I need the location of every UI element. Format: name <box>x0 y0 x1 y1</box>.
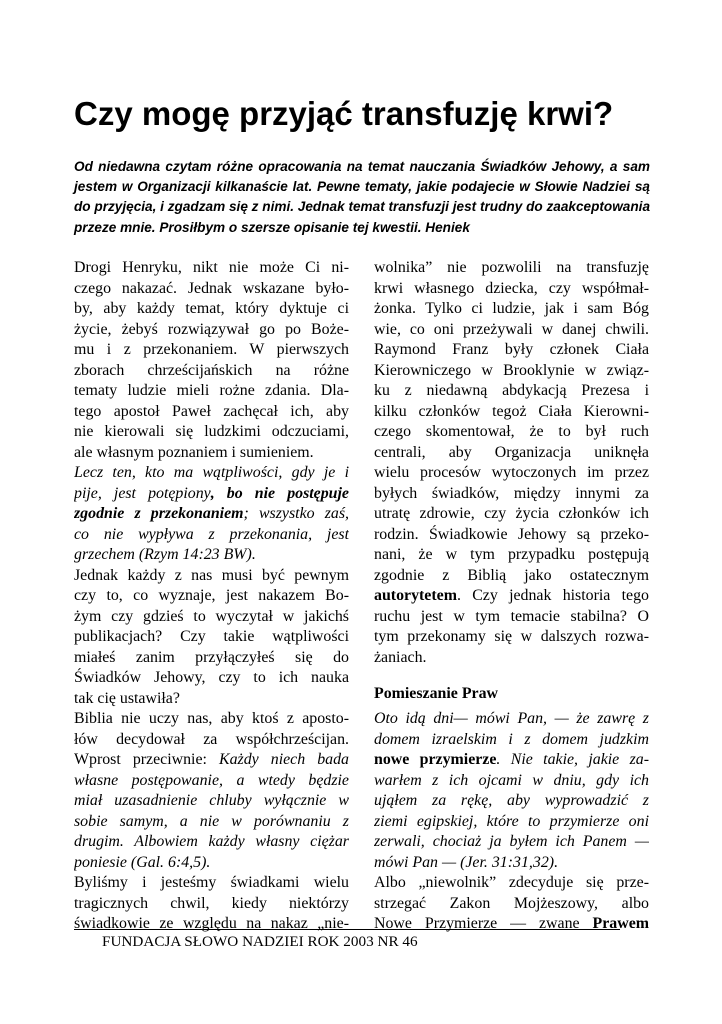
body-line: Albo „niewolnik” zdecyduje się prze- <box>374 874 649 891</box>
body-line: krwi własnego dziecka, czy współmał- <box>374 279 649 297</box>
body-line: tak cię ustawiła? <box>74 689 180 707</box>
page-footer: FUNDACJA SŁOWO NADZIEI ROK 2003 NR 46 <box>102 933 418 950</box>
body-line: zgodnie z Biblią jako ostatecznym <box>374 566 649 584</box>
body-line: ale własnym poznaniem i sumieniem. <box>74 443 314 461</box>
body-line: łów decydował za współchrześcijan. <box>74 730 349 748</box>
body-line: żonka. Tylko ci ludzie, jak i sam Bóg <box>374 300 649 317</box>
body-line: miałeś zanim przyłączyłeś się do <box>74 648 349 666</box>
body-line: żaniach. <box>374 648 427 666</box>
quote-line: miał uzasadnienie chluby wyłącznie w <box>74 792 349 809</box>
body-line <box>374 586 649 607</box>
body-line: tragicznych chwil, kiedy niektórzy <box>74 894 349 912</box>
body-line: wolnika” nie pozwolili na transfuzję <box>374 259 649 276</box>
body-fragment: . Czy jednak historia tego <box>456 587 649 604</box>
body-line: byłych świadków, między innymi za <box>374 484 649 502</box>
quote-line: mówi Pan — (Jer. 31:31,32). <box>374 853 559 871</box>
body-line: wielu procesów wytoczonych im przez <box>374 464 649 481</box>
quote-emphasis: zgodnie z przekonaniem <box>74 505 244 522</box>
body-fragment: Wprost przeciwnie: <box>74 751 219 768</box>
quote-line: poniesie (Gal. 6:4,5). <box>74 853 211 871</box>
body-fragment: Nowe Przymierze — zwane <box>374 915 593 932</box>
body-line: mu i z przekonaniem. W pierwszych <box>74 341 349 358</box>
quote-line: domem izraelskim i z domem judzkim <box>374 730 649 748</box>
reader-letter: Od niedawna czytam różne opracowania na temat nauczania Świadków Jehowy, a sam jestem w Organizacji kilkanaście lat. Pewne tematy, jakie podajecie w Słowie Nadziei są do przyjęcia, i zgadzam się z nimi. Jednak temat transfuzji jest trudny do zaakceptowania przeze mnie. Prosiłbym o szersze opisanie tej kwestii. Heniek <box>74 159 650 235</box>
body-line: ruchu jest w tym temacie stabilna? O <box>374 607 649 625</box>
body-line: Kierowniczego w Brooklynie w związ- <box>374 361 649 379</box>
quote-line <box>74 484 349 505</box>
quote-fragment: Każdy niech bada <box>218 751 349 768</box>
body-line: nani, że w tym przypadku postępują <box>374 546 649 563</box>
quote-line: grzechem (Rzym 14:23 BW). <box>74 546 256 563</box>
quote-line: ziemi egipskiej, które to przymierze oni <box>374 812 649 830</box>
body-line: utratę zdrowie, czy życia członków ich <box>374 505 649 522</box>
article-title: Czy mogę przyjąć transfuzję krwi? <box>74 95 614 132</box>
body-line: Byliśmy i jesteśmy świadkami wielu <box>74 874 349 891</box>
body-line: Raymond Franz były członek Ciała <box>374 341 649 358</box>
body-line: świadkowie ze względu na nakaz „nie- <box>74 915 349 932</box>
body-line: centrali, aby Organizacja uniknęła <box>374 443 649 461</box>
body-line: Świadków Jehowy, czy to ich nauka <box>74 669 349 686</box>
body-line: tym przekonamy się w dalszych rozwa- <box>374 628 649 645</box>
body-line: Drogi Henryku, nikt nie może Ci ni- <box>74 259 349 276</box>
footer-rule <box>74 929 620 930</box>
quote-line: ująłem za rękę, aby wyprowadzić z <box>374 792 649 809</box>
body-line: czy to, co wyznaje, jest nakazem Bo- <box>74 587 349 604</box>
quote-line: własne postępowanie, a wtedy będzie <box>74 771 349 789</box>
quote-line: Lecz ten, kto ma wątpliwości, gdy je i <box>74 464 349 481</box>
body-line: kilku członków tegoż Ciała Kierowni- <box>374 402 649 420</box>
bold-fragment: nowe przymierze <box>374 751 497 768</box>
body-line: ku z niedawną abdykacją Prezesa i <box>374 382 649 399</box>
quote-fragment: pije, jest potępiony <box>74 484 211 502</box>
quote-line: co nie wypływa z przekonania, jest <box>74 525 349 543</box>
right-column <box>374 258 649 935</box>
quote-fragment: . Nie takie, jakie za- <box>496 751 649 768</box>
quote-line: zerwali, chociaż ja byłem ich Panem — <box>374 833 649 850</box>
left-column <box>74 258 349 935</box>
quote-line: Oto idą dni— mówi Pan, — że zawrę z <box>374 710 649 727</box>
body-line: tego apostoł Paweł zachęcał ich, aby <box>74 402 349 420</box>
quote-line: drugim. Albowiem każdy własny ciężar <box>74 833 349 850</box>
section-heading: Pomieszanie Praw <box>374 685 498 702</box>
body-line: strzegać Zakon Mojżeszowy, albo <box>374 894 649 912</box>
body-line: by, aby każdy temat, który dyktuje ci <box>74 300 349 317</box>
quote-emphasis: , bo nie postępuje <box>210 484 349 502</box>
body-line: żym czy gdzieś to wyczytał w jakichś <box>74 607 349 625</box>
quote-line: sobie samym, a nie w porównaniu z <box>74 812 349 830</box>
body-line: czego nakazać. Jednak wskazane było- <box>74 279 349 297</box>
section-gap <box>374 668 649 684</box>
bold-fragment: autorytetem <box>374 587 457 604</box>
body-line: zborach chrześcijańskich na różne <box>74 361 349 379</box>
body-line: tematy ludzie mieli rożne zdania. Dla- <box>74 382 349 399</box>
body-line: życie, żebyś rozwiązywał go po Boże- <box>74 320 349 338</box>
quote-line <box>74 504 349 525</box>
bold-fragment: Prawem <box>592 915 649 932</box>
body-line: rodzin. Świadkowie Jehowy są przeko- <box>374 525 649 543</box>
body-line: Biblia nie uczy nas, aby ktoś z aposto- <box>74 710 349 727</box>
quote-line: warłem z ich ojcami w dniu, gdy ich <box>374 771 649 789</box>
quote-fragment: ; wszystko zaś, <box>243 505 349 522</box>
body-line: nie kierowali się ludzkimi odczuciami, <box>74 423 349 440</box>
body-line: wie, co oni przeżywali w danej chwili. <box>374 320 649 338</box>
body-line: czego skomentował, że to był ruch <box>374 423 649 440</box>
body-line <box>74 750 349 771</box>
quote-line <box>374 750 649 771</box>
body-line: publikacjach? Czy takie wątpliwości <box>74 628 349 645</box>
body-line: Jednak każdy z nas musi być pewnym <box>74 566 349 584</box>
